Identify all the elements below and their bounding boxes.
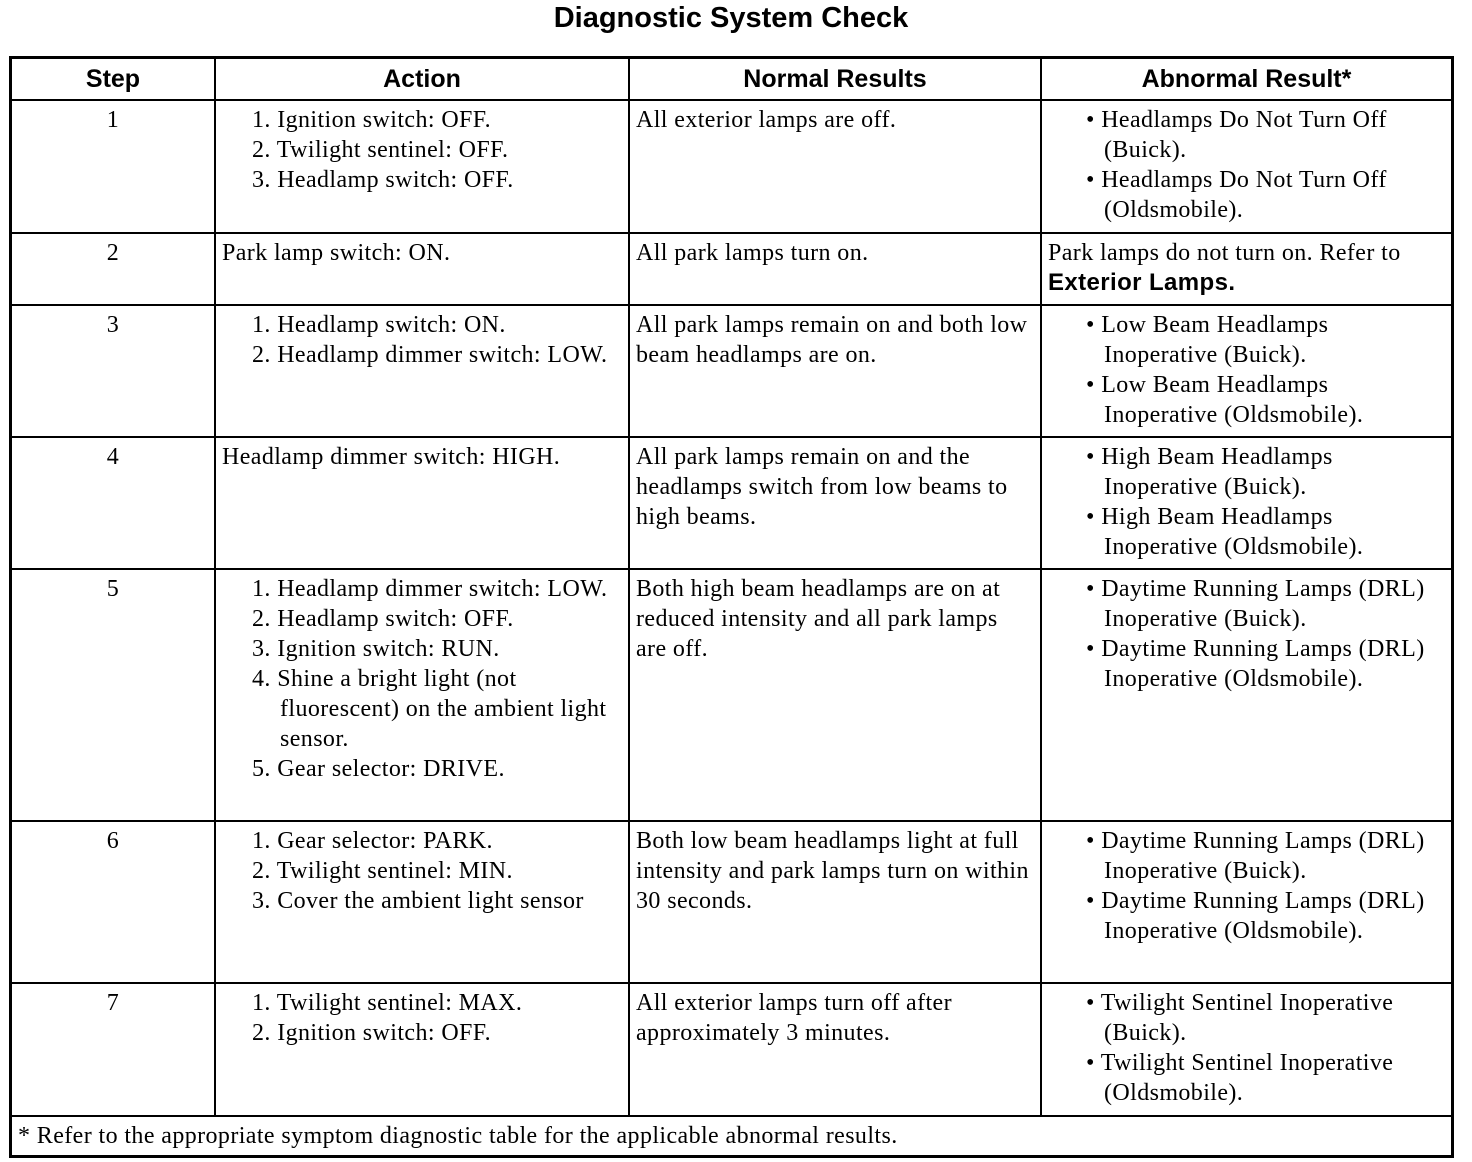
abnormal-text: Park lamps do not turn on. Refer to xyxy=(1048,240,1401,266)
abnormal-item-text: Twilight Sentinel Inoperative (Oldsmobile). xyxy=(1100,1050,1394,1106)
step-cell: 3 xyxy=(11,305,216,437)
normal-result-cell: Both low beam headlamps light at full intensity and park lamps turn on within 30 seconds. xyxy=(629,821,1041,983)
footnote-row xyxy=(11,1116,1453,1157)
action-cell xyxy=(215,100,629,233)
step-cell: 1 xyxy=(11,100,216,233)
normal-result-cell: All park lamps remain on and the headlamps switch from low beams to high beams. xyxy=(629,437,1041,569)
step-cell: 2 xyxy=(11,233,216,305)
abnormal-item: • Low Beam Headlamps Inoperative (Oldsmobile). xyxy=(1086,372,1364,428)
abnormal-result-cell xyxy=(1041,305,1453,437)
header-abnormal-result: Abnormal Result* xyxy=(1041,58,1453,101)
abnormal-item-text: Low Beam Headlamps Inoperative (Buick). xyxy=(1101,312,1329,368)
action-item: 3. Ignition switch: RUN. xyxy=(252,636,500,662)
action-item: 3. Cover the ambient light sensor xyxy=(252,888,584,914)
action-item: 1. Gear selector: PARK. xyxy=(252,828,493,854)
action-item: 2. Headlamp dimmer switch: LOW. xyxy=(252,342,608,368)
abnormal-item: • Daytime Running Lamps (DRL) Inoperative (Buick). xyxy=(1086,576,1425,632)
abnormal-item-text: Daytime Running Lamps (DRL) Inoperative (Oldsmobile). xyxy=(1101,636,1425,692)
action-cell xyxy=(215,305,629,437)
abnormal-item: • Daytime Running Lamps (DRL) Inoperative (Oldsmobile). xyxy=(1086,888,1425,944)
action-cell: Headlamp dimmer switch: HIGH. xyxy=(215,437,629,569)
table-row xyxy=(11,569,1453,821)
action-item: 1. Headlamp switch: ON. xyxy=(252,312,506,338)
exterior-lamps-reference: Exterior Lamps. xyxy=(1048,269,1236,296)
normal-result-cell: Both high beam headlamps are on at reduced intensity and all park lamps are off. xyxy=(629,569,1041,821)
action-item: 2. Twilight sentinel: OFF. xyxy=(252,137,509,163)
abnormal-result-cell xyxy=(1041,569,1453,821)
action-cell xyxy=(215,569,629,821)
step-cell: 7 xyxy=(11,983,216,1116)
action-item: 5. Gear selector: DRIVE. xyxy=(252,756,505,782)
step-cell: 6 xyxy=(11,821,216,983)
abnormal-item: • Headlamps Do Not Turn Off (Buick). xyxy=(1086,107,1387,163)
abnormal-item: • Daytime Running Lamps (DRL) Inoperative (Buick). xyxy=(1086,828,1425,884)
action-item: 2. Twilight sentinel: MIN. xyxy=(252,858,513,884)
action-item: 3. Headlamp switch: OFF. xyxy=(252,167,514,193)
page-title: Diagnostic System Check xyxy=(553,2,909,34)
abnormal-result-cell xyxy=(1041,233,1453,305)
abnormal-item-text: Headlamps Do Not Turn Off (Oldsmobile). xyxy=(1101,167,1387,223)
action-cell xyxy=(215,983,629,1116)
abnormal-item-text: High Beam Headlamps Inoperative (Buick). xyxy=(1101,444,1333,500)
normal-result-cell: All exterior lamps turn off after approximately 3 minutes. xyxy=(629,983,1041,1116)
normal-result-cell: All exterior lamps are off. xyxy=(629,100,1041,233)
abnormal-result-cell xyxy=(1041,983,1453,1116)
abnormal-result-cell xyxy=(1041,821,1453,983)
abnormal-result-cell xyxy=(1041,100,1453,233)
header-normal-results: Normal Results xyxy=(629,58,1041,101)
abnormal-item-text: Headlamps Do Not Turn Off (Buick). xyxy=(1101,107,1387,163)
table-row xyxy=(11,100,1453,233)
action-item: 4. Shine a bright light (not fluorescent) on the ambient light sensor. xyxy=(252,666,607,752)
abnormal-item-text: Daytime Running Lamps (DRL) Inoperative (Oldsmobile). xyxy=(1101,888,1425,944)
abnormal-item: • Headlamps Do Not Turn Off (Oldsmobile). xyxy=(1086,167,1387,223)
table-row xyxy=(11,821,1453,983)
abnormal-item-text: High Beam Headlamps Inoperative (Oldsmobile). xyxy=(1101,504,1364,560)
abnormal-item: • High Beam Headlamps Inoperative (Buick). xyxy=(1086,444,1333,500)
header-row xyxy=(11,58,1453,101)
diagnostic-table xyxy=(9,56,1454,1158)
action-item: 2. Headlamp switch: OFF. xyxy=(252,606,514,632)
step-cell: 4 xyxy=(11,437,216,569)
step-cell: 5 xyxy=(11,569,216,821)
abnormal-item-text: Daytime Running Lamps (DRL) Inoperative (Buick). xyxy=(1101,828,1425,884)
action-item: 1. Ignition switch: OFF. xyxy=(252,107,492,133)
footnote: * Refer to the appropriate symptom diagnostic table for the applicable abnormal results. xyxy=(11,1116,1453,1157)
table-row xyxy=(11,305,1453,437)
header-action: Action xyxy=(215,58,629,101)
abnormal-item: • Low Beam Headlamps Inoperative (Buick). xyxy=(1086,312,1329,368)
abnormal-result-cell xyxy=(1041,437,1453,569)
normal-result-cell: All park lamps turn on. xyxy=(629,233,1041,305)
table-row xyxy=(11,983,1453,1116)
table-row xyxy=(11,233,1453,305)
action-cell xyxy=(215,821,629,983)
action-cell: Park lamp switch: ON. xyxy=(215,233,629,305)
action-item: 2. Ignition switch: OFF. xyxy=(252,1020,492,1046)
action-item: 1. Headlamp dimmer switch: LOW. xyxy=(252,576,608,602)
abnormal-item: • Twilight Sentinel Inoperative (Buick). xyxy=(1086,990,1394,1046)
abnormal-item-text: Low Beam Headlamps Inoperative (Oldsmobile). xyxy=(1101,372,1364,428)
header-step: Step xyxy=(11,58,216,101)
abnormal-item: • High Beam Headlamps Inoperative (Oldsmobile). xyxy=(1086,504,1364,560)
normal-result-cell: All park lamps remain on and both low beam headlamps are on. xyxy=(629,305,1041,437)
table-row xyxy=(11,437,1453,569)
abnormal-item-text: Daytime Running Lamps (DRL) Inoperative (Buick). xyxy=(1101,576,1425,632)
action-item: 1. Twilight sentinel: MAX. xyxy=(252,990,523,1016)
abnormal-item: • Daytime Running Lamps (DRL) Inoperative (Oldsmobile). xyxy=(1086,636,1425,692)
abnormal-item-text: Twilight Sentinel Inoperative (Buick). xyxy=(1100,990,1394,1046)
abnormal-item: • Twilight Sentinel Inoperative (Oldsmobile). xyxy=(1086,1050,1394,1106)
